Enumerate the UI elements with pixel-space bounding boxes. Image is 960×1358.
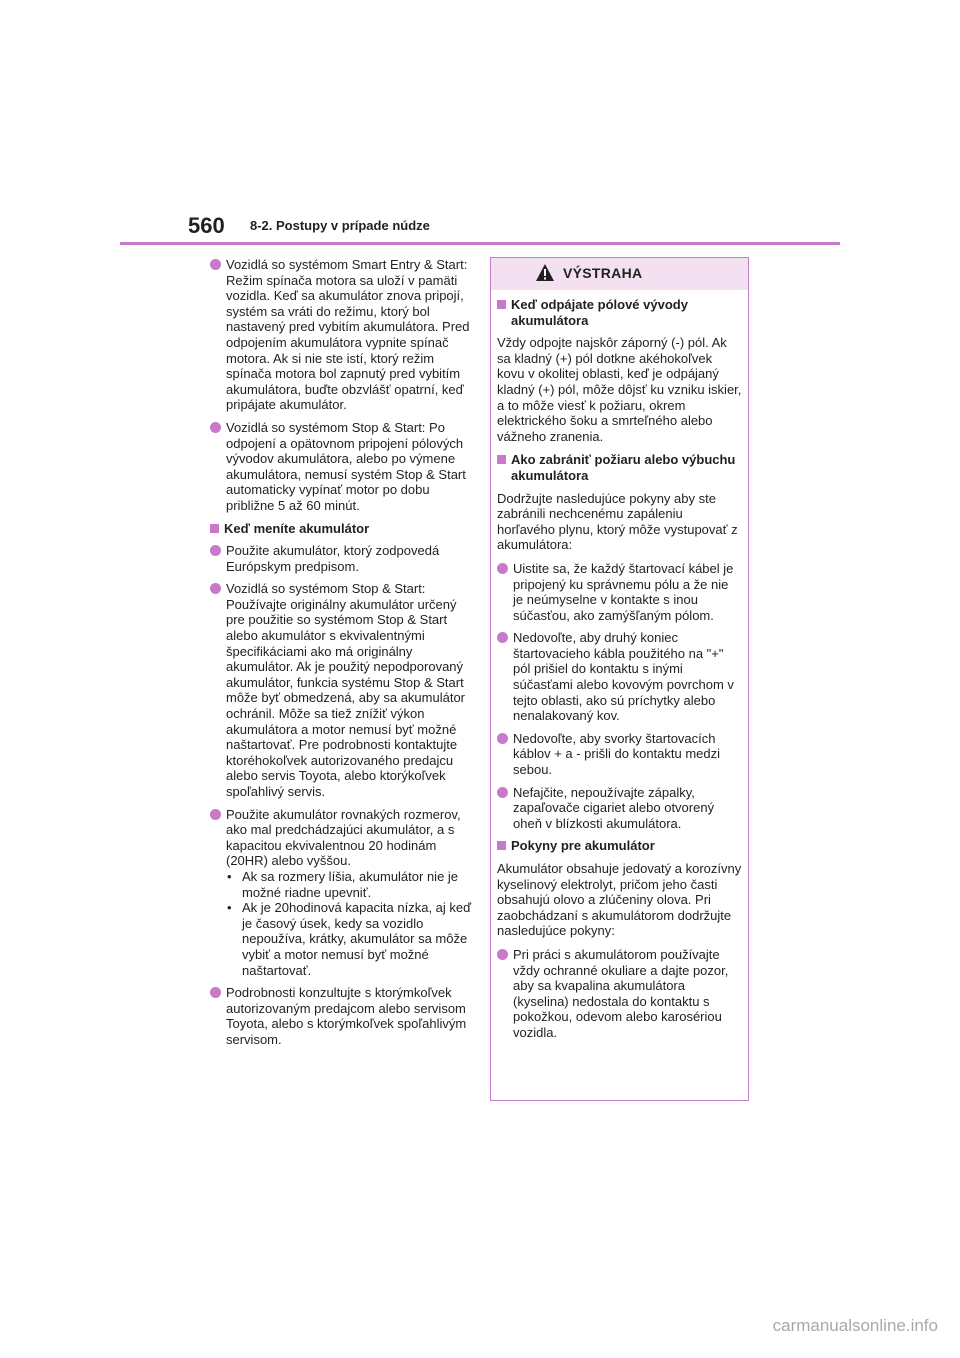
paragraph: Dodržujte nasledujúce pokyny aby ste zabránili nechcenému zapáleniu horľavého plynu, ktorý môže vystupovať z akumulátora: (497, 490, 738, 553)
square-bullet-icon (210, 524, 219, 533)
list-item-text: Nedovoľte, aby svorky štartovacích káblov + a - prišli do kontaktu medzi sebou. (513, 730, 721, 778)
sub-item-text: Ak je 20hodinová kapacita nízka, aj keď je časový úsek, kedy sa vozidlo nepoužíva, krátky, akumulátor sa môže vybiť a motor nemusí byť možné naštartovať. (242, 900, 472, 978)
subsection-heading (497, 838, 742, 854)
watermark: carmanualsonline.info (772, 1316, 938, 1335)
heading-text: Keď odpájate pólové vývody akumulátora (511, 297, 688, 328)
subsection-heading (497, 452, 742, 483)
subsection-heading (497, 297, 742, 328)
square-bullet-icon (497, 841, 506, 850)
bullet-icon (497, 563, 508, 574)
left-column (210, 257, 472, 1055)
warning-title: VÝSTRAHA (563, 265, 643, 281)
warning-body (491, 290, 748, 1041)
dot-marker-icon: • (227, 868, 232, 884)
paragraph: Vždy odpojte najskôr záporný (-) pól. Ak sa kladný (+) pól dotkne akéhokoľvek kovu v okolitej oblasti, keď je odpájaný kladný (+) pól, môže dôjsť ku vzniku iskier, a to môže viesť k požiaru, okrem elektrického šoku a smrteľného alebo vážneho zranenia. (497, 335, 742, 444)
warning-triangle-icon (535, 263, 555, 283)
list-item-text: Pri práci s akumulátorom používajte vždy ochranné okuliare a dajte pozor, aby sa kvapalina akumulátora (kyselina) nedostala do kontaktu s pokožkou, odevom alebo karosériou vozidla. (513, 946, 729, 1040)
bullet-icon (210, 809, 221, 820)
sub-list-item (226, 869, 472, 900)
bullet-icon (210, 422, 221, 433)
dot-marker-icon: • (227, 900, 232, 916)
list-item (210, 985, 472, 1047)
list-item (497, 630, 742, 724)
list-item (497, 947, 742, 1041)
bullet-icon (210, 987, 221, 998)
list-item (497, 731, 742, 778)
sub-list-item (226, 900, 472, 978)
warning-header (491, 258, 748, 290)
bullet-icon (497, 787, 508, 798)
sub-item-text: Ak sa rozmery líšia, akumulátor nie je možné riadne upevniť. (242, 868, 459, 900)
list-item-text: Vozidlá so systémom Smart Entry & Start: Režim spínača motora sa uloží v pamäti vozidla. Keď sa akumulátor znova pripojí, systém sa vráti do režimu, ktorý bol nastavený pred vybitím akumulátora. Pred odpojením akumulátora vypnite spínač motora. Ak si nie ste istí, ktorý režim spínača motora bol zapnutý pred vybitím akumulátora, buďte obzvlášť opatrní, keď pripájate akumulátor. (226, 257, 470, 413)
list-item (210, 581, 472, 799)
list-item-text: Použite akumulátor rovnakých rozmerov, ako mal predchádzajúci akumulátor, a s kapacitou ekvivalentnou 20 hodinám (20HR) alebo vyššou. (226, 806, 461, 869)
bullet-icon (497, 733, 508, 744)
list-item (210, 420, 472, 514)
warning-box (490, 257, 749, 1101)
sub-list (226, 869, 472, 978)
bullet-icon (210, 259, 221, 270)
list-item-text: Uistite sa, že každý štartovací kábel je pripojený ku správnemu pólu a že nie je neúmyselne v kontakte s inou súčasťou, ako zamýšľaným pólom. (513, 560, 734, 623)
heading-text: Ako zabrániť požiaru alebo výbuchu akumulátora (511, 452, 736, 483)
bullet-icon (210, 583, 221, 594)
subsection-heading (210, 521, 472, 537)
list-item (497, 561, 742, 623)
list-item (210, 807, 472, 979)
paragraph: Akumulátor obsahuje jedovatý a korozívny kyselinový elektrolyt, pričom jeho časti obsahujú olovo a zlúčeniny olova. Pri zaobchádzaní s akumulátorom dodržujte nasledujúce pokyny: (497, 861, 742, 939)
list-item-text: Použite akumulátor, ktorý zodpovedá Európskym predpisom. (226, 543, 440, 574)
list-item-text: Podrobnosti konzultujte s ktorýmkoľvek autorizovaným predajcom alebo servisom Toyota, alebo s ktorýmkoľvek spoľahlivým servisom. (226, 985, 467, 1047)
square-bullet-icon (497, 455, 506, 464)
section-title: 8-2. Postupy v prípade núdze (250, 218, 430, 233)
list-item (210, 257, 472, 413)
bullet-icon (210, 545, 221, 556)
heading-text: Keď meníte akumulátor (224, 520, 370, 536)
list-item-text: Nedovoľte, aby druhý koniec štartovacieho kábla použitého na "+" pól prišiel do kontaktu s inými súčasťami alebo kovovým povrchom v tejto oblasti, ako sú príchytky alebo nenalakovaný kov. (513, 630, 734, 724)
bullet-icon (497, 949, 508, 960)
page-number: 560 (188, 213, 225, 238)
list-item (210, 543, 472, 574)
square-bullet-icon (497, 300, 506, 309)
list-item-text: Vozidlá so systémom Stop & Start: Používajte originálny akumulátor určený pre použitie so systémom Stop & Start alebo akumulátor s ekvivalentnými špecifikáciami ako má originálny akumulátor. Ak je použitý nepodporovaný akumulátor, funkcia systému Stop & Start môže byť obmedzená, aby sa akumulátor ochránil. Môže sa tiež znížiť výkon akumulátora a motor nemusí byť možné naštartovať. Pre podrobnosti kontaktujte ktoréhokoľvek autorizovaného predajcu alebo servis Toyota, alebo ktorýkoľvek spoľahlivý servis. (226, 581, 466, 799)
bullet-icon (497, 632, 508, 643)
list-item (497, 785, 742, 832)
header-divider (120, 242, 840, 245)
list-item-text: Nefajčite, nepoužívajte zápalky, zapaľovače cigariet alebo otvorený oheň v blízkosti akumulátora. (513, 784, 715, 831)
list-item-text: Vozidlá so systémom Stop & Start: Po odpojení a opätovnom pripojení pólových vývodov akumulátora, alebo po výmene akumulátora, nemusí systém Stop & Start automaticky vypínať motor po dobu približne 5 až 60 minút. (226, 419, 466, 513)
heading-text: Pokyny pre akumulátor (511, 838, 655, 854)
